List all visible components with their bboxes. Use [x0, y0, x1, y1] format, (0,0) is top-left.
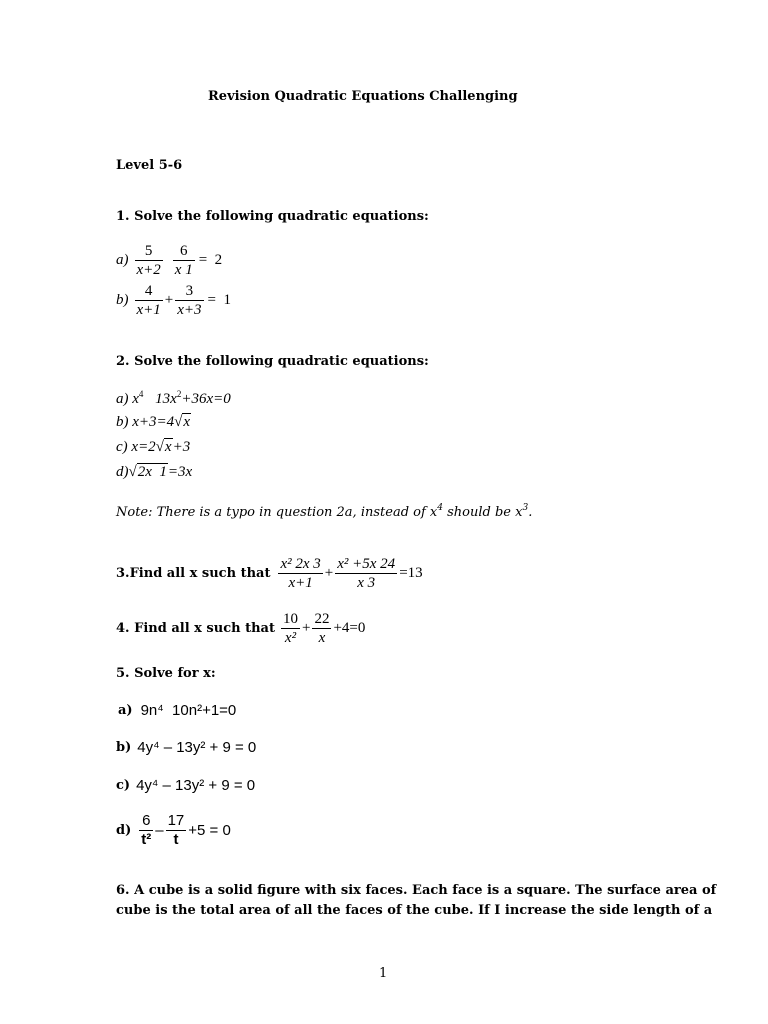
q2-b-radicand: x — [183, 414, 191, 430]
q2-c-radicand: x — [164, 439, 172, 455]
sqrt-icon: √ — [128, 464, 137, 480]
q4-prompt: 4. Find all x such that — [116, 621, 275, 636]
q2-c-label: c) — [116, 439, 128, 455]
q1-b-f2-num: 3 — [175, 282, 203, 301]
q3-plus: + — [324, 565, 334, 581]
q3-f2-num: x² +5x 24 — [337, 556, 396, 572]
q1-a-fraction-1 — [135, 242, 163, 279]
q1-b-equation — [116, 282, 231, 319]
q5-d-minus: – — [155, 822, 164, 839]
q5-d-f2-den: t — [173, 831, 179, 848]
page-number: 1 — [379, 966, 388, 981]
q2-d-radicand: 2x 1 — [137, 464, 167, 480]
note-sup-2: 3 — [522, 503, 529, 513]
q5-d-f2-num: 17 — [167, 812, 185, 829]
q4-plus: + — [301, 620, 311, 636]
q1-a-equation — [116, 242, 222, 279]
note-text-mid: should be x — [442, 505, 523, 520]
q3-f2-den: x 3 — [357, 575, 376, 591]
q5-d-label: d) — [116, 823, 132, 838]
level-heading: Level 5-6 — [116, 158, 183, 173]
q2-b-label: b) — [116, 414, 129, 430]
q4-f2-den: x — [318, 630, 326, 646]
q5-c-label: c) — [116, 778, 131, 793]
q1-b-fraction-1 — [135, 282, 163, 319]
q1-a-f1-den: x+2 — [136, 262, 161, 278]
q3-f1-num: x² 2x 3 — [280, 556, 321, 572]
q5-c-equation — [116, 777, 255, 794]
q1-a-f2-num: 6 — [173, 242, 195, 261]
q4-f1-num: 10 — [282, 611, 298, 627]
q1-prompt: 1. Solve the following quadratic equations: — [116, 209, 429, 224]
q3-f1-den: x+1 — [288, 575, 313, 591]
q2-a-rest: +36x=0 — [181, 391, 231, 407]
sqrt-icon: √ — [174, 414, 183, 430]
note-sup-1: 4 — [437, 503, 443, 513]
q3-rhs: =13 — [399, 565, 423, 581]
q1-a-rhs: = 2 — [198, 252, 223, 268]
q4-f2-num: 22 — [314, 611, 330, 627]
q2-d-equation — [116, 464, 192, 481]
q3-fraction-2 — [335, 555, 397, 592]
q4-fraction-1 — [281, 610, 300, 647]
q5-d-fraction-1 — [139, 812, 153, 849]
q1-b-f1-num: 4 — [135, 282, 163, 301]
q6-line-2: cube is the total area of all the faces of the cube. If I increase the side length of a — [116, 903, 713, 918]
q2-b-lhs: x+3=4 — [132, 414, 175, 430]
q5-b-eq: 4y⁴ – 13y² + 9 = 0 — [137, 739, 257, 756]
q4-fraction-2 — [312, 610, 331, 647]
q5-d-f1-num: 6 — [139, 812, 153, 831]
q4-f1-den: x² — [284, 630, 297, 646]
q2-d-rhs: =3x — [167, 464, 193, 480]
q1-b-plus: + — [164, 292, 174, 308]
q3-prompt: 3.Find all x such that — [116, 566, 271, 581]
q5-a-label: a) — [118, 703, 133, 718]
q1-a-f2-den: x 1 — [174, 262, 193, 278]
q2-a-exp1: 4 — [138, 389, 144, 399]
q2-b-equation — [116, 414, 191, 431]
q5-a-eq: 9n⁴ 10n²+1=0 — [140, 702, 237, 719]
q5-d-fraction-2 — [166, 812, 187, 849]
q1-b-f1-den: x+1 — [136, 302, 161, 318]
q5-d-equation — [116, 812, 231, 849]
q2-a-x: x — [132, 391, 139, 407]
q2-a-term2: 13x — [155, 391, 177, 407]
q5-b-equation — [116, 739, 256, 756]
typo-note — [116, 503, 532, 520]
q1-a-fraction-2 — [173, 242, 195, 279]
sqrt-icon: √ — [155, 439, 164, 455]
q3-equation — [116, 555, 423, 592]
q5-b-label: b) — [116, 740, 132, 755]
note-text-end: . — [528, 505, 533, 520]
q5-c-eq: 4y⁴ – 13y² + 9 = 0 — [136, 777, 256, 794]
q2-a-equation — [116, 389, 231, 408]
q2-a-label: a) — [116, 391, 129, 407]
q2-a-exp2: 2 — [176, 389, 182, 399]
q4-rhs: +4=0 — [333, 620, 366, 636]
q5-a-equation — [118, 702, 236, 719]
q1-b-f2-den: x+3 — [177, 302, 202, 318]
q2-c-lhs: x=2 — [131, 439, 156, 455]
q2-prompt: 2. Solve the following quadratic equations: — [116, 354, 429, 369]
q5-prompt: 5. Solve for x: — [116, 666, 216, 681]
q3-fraction-1 — [278, 555, 322, 592]
q6-line-1: 6. A cube is a solid figure with six faces. Each face is a square. The surface area of — [116, 883, 717, 898]
q5-d-f1-den: t² — [141, 831, 152, 848]
q2-c-equation — [116, 439, 190, 456]
page-title: Revision Quadratic Equations Challenging — [208, 89, 518, 104]
q1-b-rhs: = 1 — [207, 292, 231, 308]
q4-equation — [116, 610, 365, 647]
q2-c-rhs: +3 — [172, 439, 191, 455]
q2-d-label: d) — [116, 464, 129, 480]
q1-b-label: b) — [116, 292, 129, 308]
note-text-before: Note: There is a typo in question 2a, instead of x — [116, 505, 438, 520]
q1-a-f1-num: 5 — [135, 242, 163, 261]
q5-d-rhs: +5 = 0 — [188, 822, 231, 839]
q1-b-fraction-2 — [175, 282, 203, 319]
q1-a-label: a) — [116, 252, 129, 268]
